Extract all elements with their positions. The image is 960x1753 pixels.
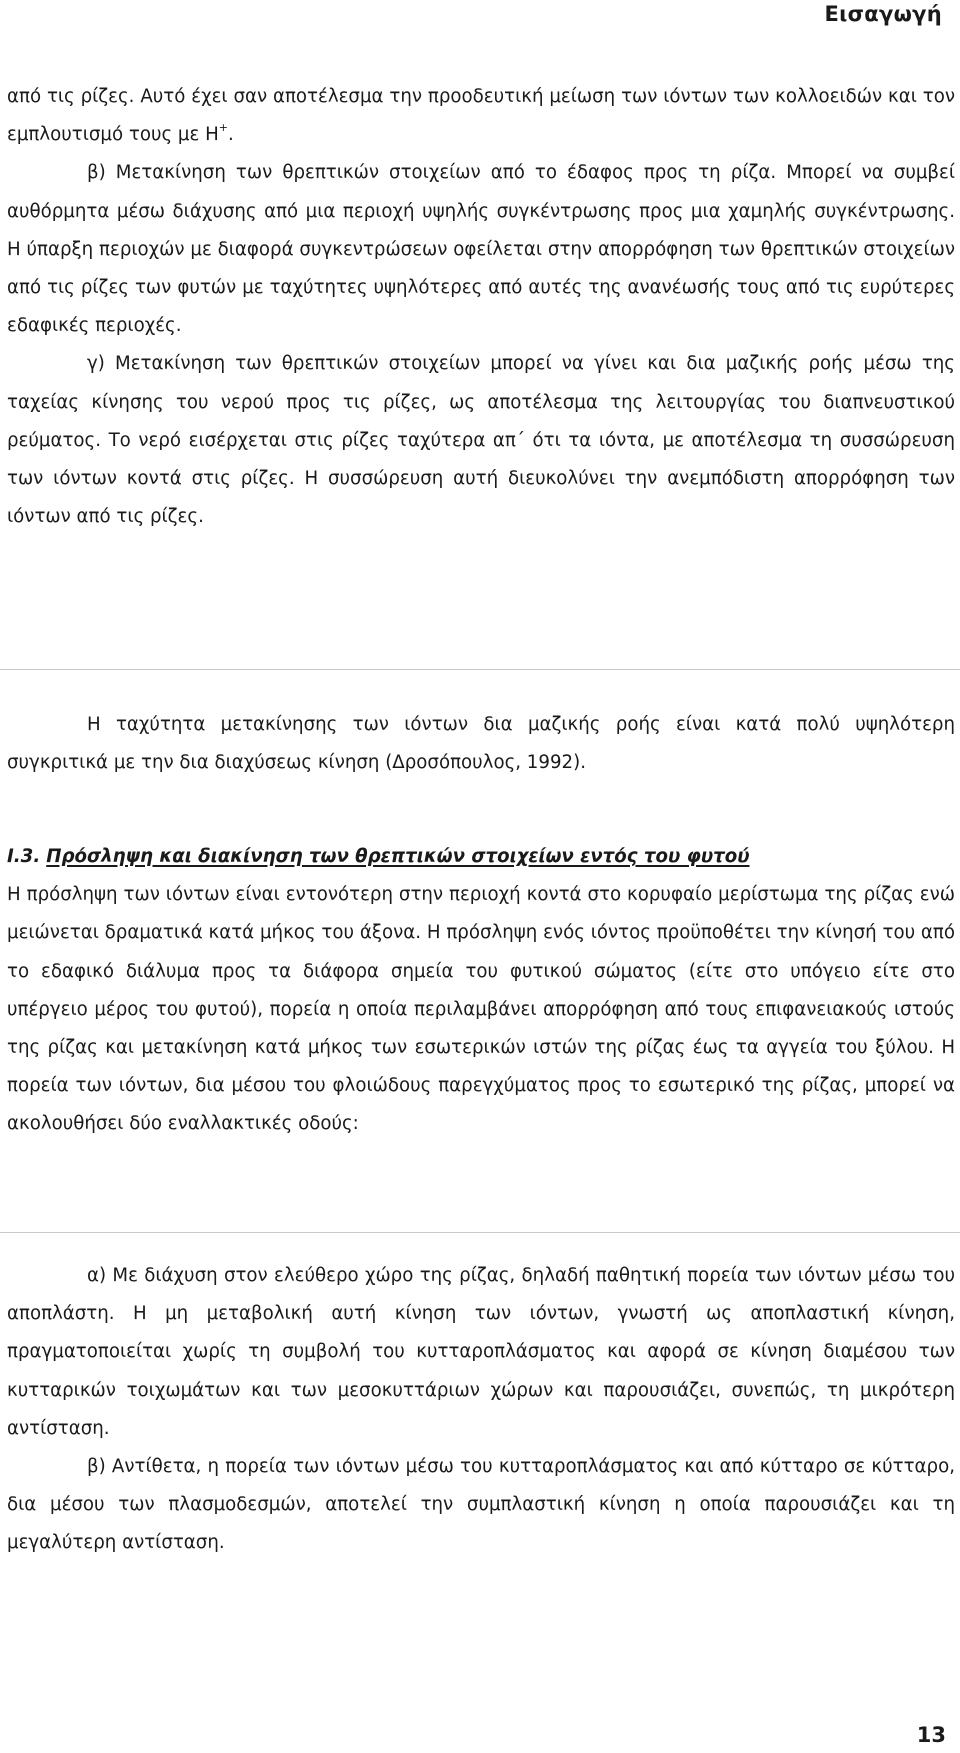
header-title: Εισαγωγή xyxy=(824,2,942,26)
paragraph-apoplast: α) Με διάχυση στον ελεύθερο χώρο της ρίζας, δηλαδή παθητική πορεία των ιόντων μέσω του αποπλάστη. Η μη μεταβολική αυτή κίνηση των ιόντων, γνωστή ως αποπλαστική κίνηση, πραγματοποιείται χωρίς τη συμβολή του κυτταροπλάσματος και αφορά σε κίνηση διαμέσου των κυτταρικών τοιχωμάτων και των μεσοκυττάριων χώρων και παρουσιάζει, συνεπώς, τη μικρότερη αντίσταση. xyxy=(7,1265,955,1439)
page-number: 13 xyxy=(916,1723,946,1747)
text-block-lower xyxy=(7,1257,955,1563)
section-number: Ι.3. xyxy=(7,846,41,867)
superscript-plus: + xyxy=(218,121,229,135)
section-title: Πρόσληψη και διακίνηση των θρεπτικών στοιχείων εντός του φυτού xyxy=(46,846,750,867)
paragraph-ion-uptake: Η πρόσληψη των ιόντων είναι εντονότερη στην περιοχή κοντά στο κορυφαίο μερίστωμα της ρίζας ενώ μειώνεται δραματικά κατά μήκος του άξονα. Η πρόσληψη ενός ιόντος προϋποθέτει την κίνησή του από το εδαφικό διάλυμα προς τα διάφορα σημεία του φυτικού σώματος (είτε στο υπόγειο είτε στο υπέργειο μέρος του φυτού), πορεία η οποία περιλαμβάνει απορρόφηση από τους επιφανειακούς ιστούς της ρίζας και μετακίνηση κατά μήκος των εσωτερικών ιστών της ρίζας έως τα αγγεία του ξύλου. Η πορεία των ιόντων, δια μέσου του φλοιώδους παρεγχύματος προς το εσωτερικό της ρίζας, μπορεί να ακολουθήσει δύο εναλλακτικές οδούς: xyxy=(7,884,955,1135)
paragraph-continuation xyxy=(7,78,955,154)
page-divider xyxy=(0,669,960,670)
text-block-middle xyxy=(7,706,955,782)
paragraph-continuation-text: από τις ρίζες. Αυτό έχει σαν αποτέλεσμα την προοδευτική μείωση των ιόντων των κολλοειδών και τον εμπλουτισμό τους με Η xyxy=(7,86,955,146)
page-header xyxy=(0,0,960,42)
paragraph-diffusion: β) Μετακίνηση των θρεπτικών στοιχείων από το έδαφος προς τη ρίζα. Μπορεί να συμβεί αυθόρμητα μέσω διάχυσης από μια περιοχή υψηλής συγκέντρωσης προς μια χαμηλής συγκέντρωσης. Η ύπαρξη περιοχών με διαφορά συγκεντρώσεων οφείλεται στην απορρόφηση των θρεπτικών στοιχείων από τις ρίζες των φυτών με ταχύτητες υψηλότερες από αυτές της ανανέωσής τους από τις ευρύτερες εδαφικές περιοχές. xyxy=(7,162,955,337)
page-divider xyxy=(0,1232,960,1233)
paragraph-speed-comparison: Η ταχύτητα μετακίνησης των ιόντων δια μαζικής ροής είναι κατά πολύ υψηλότερη συγκριτικά με την δια διαχύσεως κίνηση (Δροσόπουλος, 1992). xyxy=(7,714,955,774)
paragraph-symplast: β) Αντίθετα, η πορεία των ιόντων μέσω του κυτταροπλάσματος και από κύτταρο σε κύτταρο, δια μέσου των πλασμοδεσμών, αποτελεί την συμπλαστική κίνηση η οποία παρουσιάζει και τη μεγαλύτερη αντίσταση. xyxy=(7,1456,955,1554)
paragraph-mass-flow: γ) Μετακίνηση των θρεπτικών στοιχείων μπορεί να γίνει και δια μαζικής ροής μέσω της ταχείας κίνησης του νερού προς τις ρίζες, ως αποτέλεσμα της λειτουργίας του διαπνευστικού ρεύματος. Το νερό εισέρχεται στις ρίζες ταχύτερα απ΄ ότι τα ιόντα, με αποτέλεσμα τη συσσώρευση των ιόντων κοντά στις ρίζες. Η συσσώρευση αυτή διευκολύνει την ανεμπόδιστη απορρόφηση των ιόντων από τις ρίζες. xyxy=(7,353,955,528)
text-block-section xyxy=(7,838,955,1144)
text-block-upper xyxy=(7,78,955,536)
paragraph-continuation-end: . xyxy=(228,124,234,146)
section-heading xyxy=(7,838,955,876)
